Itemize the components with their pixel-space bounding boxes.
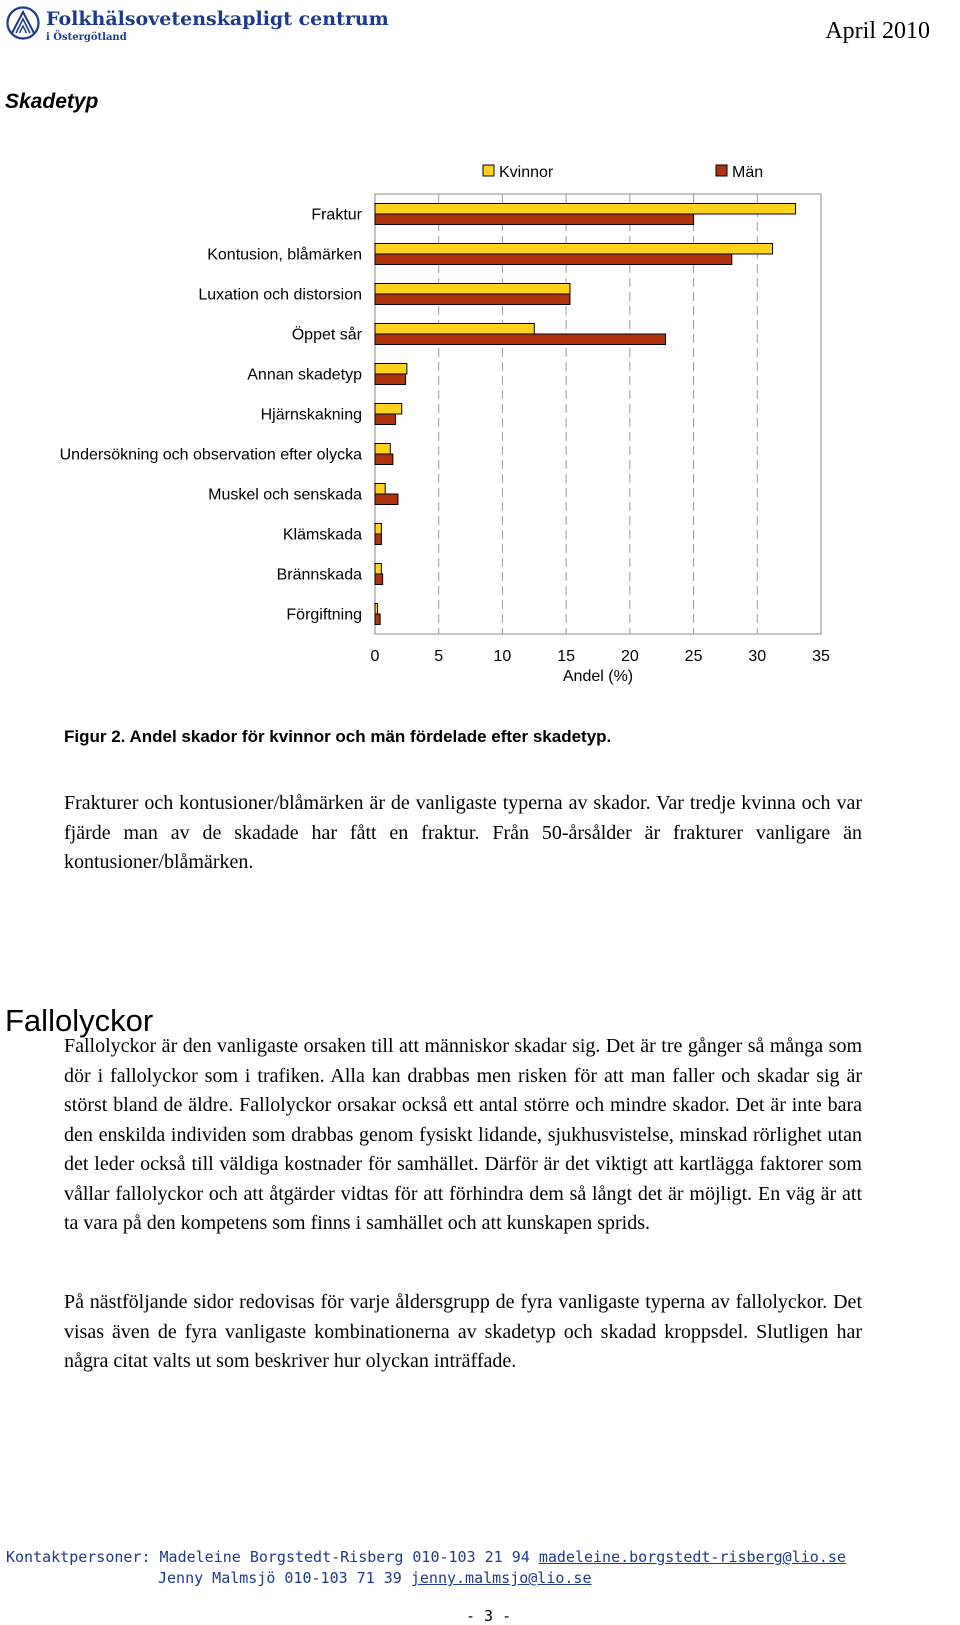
bar: [375, 604, 378, 615]
document-date: April 2010: [825, 18, 930, 44]
figure-caption: Figur 2. Andel skador för kvinnor och män fördelade efter skadetyp.: [64, 727, 612, 746]
section-heading-fallolyckor: Fallolyckor: [5, 1003, 154, 1038]
x-tick-label: 35: [812, 648, 830, 665]
x-tick-label: 0: [370, 648, 380, 665]
legend-swatch: [483, 165, 494, 176]
x-tick-label: 20: [620, 648, 639, 665]
bar: [375, 444, 390, 455]
legend-label: Män: [732, 164, 764, 181]
bar: [375, 564, 381, 575]
x-tick-label: 30: [748, 648, 767, 665]
category-label: Annan skadetyp: [247, 366, 362, 384]
bar: [375, 374, 406, 385]
bar: [375, 414, 395, 425]
paragraph-fallolyckor: Fallolyckor är den vanligaste orsaken till att människor skadar sig. Det är tre gånger så många som dör i fallolyckor som i trafiken. Alla kan drabbas men risken för att man faller och skadar sig är störst bland de äldre. Fallolyckor orsakar också ett antal större och mindre skador. Det är inte bara den enskilda individen som drabbas genom fysiskt lidande, sjukhusvistelse, minskad rörlighet utan det leder också till väldiga kostnader för samhället. Därför är det viktigt att kartlägga faktorer som vållar fallolyckor och att åtgärder vidtas för att förhindra dem så långt det är möjligt. En väg är att ta vara på den kompetens som finns i samhället och att kunskapen sprids.: [64, 1035, 862, 1234]
category-label: Muskel och senskada: [208, 486, 362, 504]
bar: [375, 534, 381, 545]
contact-1-name: Madeleine Borgstedt-Risberg 010-103 21 94: [159, 1548, 530, 1566]
chart-legend: [483, 164, 763, 181]
contact-2-name: Jenny Malmsjö 010-103 71 39: [158, 1569, 402, 1587]
org-name: Folkhälsovetenskapligt centrum: [46, 8, 389, 30]
category-label: Kontusion, blåmärken: [207, 246, 362, 264]
contact-1-email-link[interactable]: madeleine.borgstedt-risberg@lio.se: [538, 1548, 846, 1566]
bar: [375, 484, 385, 495]
category-labels: [60, 207, 363, 624]
footer-line-1: [6, 1547, 846, 1568]
contacts-label: Kontaktpersoner:: [6, 1548, 151, 1566]
footer-line-2: [6, 1568, 846, 1589]
category-label: Öppet sår: [291, 326, 362, 344]
paragraph-next-pages: På nästföljande sidor redovisas för varje åldersgrupp de fyra vanligaste typerna av fallolyckor. Det visas även de fyra vanligaste kombinationerna av skadetyp och skadad kroppsdel. Slutligen har några citat valts ut som beskriver hur olyckan inträffade.: [64, 1291, 862, 1372]
x-tick-label: 10: [493, 648, 512, 665]
bar: [375, 454, 393, 465]
bar: [375, 614, 380, 625]
page-number: - 3 -: [466, 1607, 512, 1625]
bar: [375, 364, 407, 375]
category-label: Klämskada: [282, 526, 362, 544]
org-logo: [6, 6, 389, 44]
x-tick-label: 25: [684, 648, 703, 665]
bar: [375, 284, 570, 295]
paragraph-skadetyp: Frakturer och kontusioner/blåmärken är de vanligaste typerna av skador. Var tredje kvinna och var fjärde man av de skadade har fått en fraktur. Från 50-årsålder är frakturer vanligare än kontusioner/blåmärken.: [64, 792, 862, 873]
category-label: Förgiftning: [286, 606, 362, 624]
legend-label: Kvinnor: [499, 164, 554, 181]
org-emblem-icon: [6, 6, 40, 40]
org-subtitle: i Östergötland: [46, 32, 127, 43]
x-axis-ticks: [371, 648, 830, 665]
contact-2-email-link[interactable]: jenny.malmsjo@lio.se: [410, 1569, 592, 1587]
bar: [375, 294, 570, 305]
bar: [375, 214, 694, 225]
bar: [375, 324, 534, 335]
injury-type-bar-chart: [0, 150, 860, 695]
bar: [375, 204, 796, 215]
bar: [375, 334, 666, 345]
legend-swatch: [716, 165, 727, 176]
section-heading-skadetyp: Skadetyp: [5, 90, 99, 113]
category-label: Fraktur: [311, 206, 362, 224]
bar: [375, 524, 381, 535]
bar: [375, 404, 402, 415]
category-label: Undersökning och observation efter olycka: [59, 446, 362, 464]
x-axis-label: Andel (%): [562, 668, 634, 685]
bar: [375, 494, 398, 505]
x-tick-label: 15: [557, 648, 576, 665]
bar: [375, 254, 732, 265]
category-label: Brännskada: [276, 566, 362, 584]
category-label: Luxation och distorsion: [198, 286, 362, 304]
category-label: Hjärnskakning: [260, 406, 362, 424]
bar: [375, 574, 383, 585]
bar: [375, 244, 773, 255]
footer-contacts: [6, 1547, 846, 1589]
x-tick-label: 5: [434, 648, 444, 665]
